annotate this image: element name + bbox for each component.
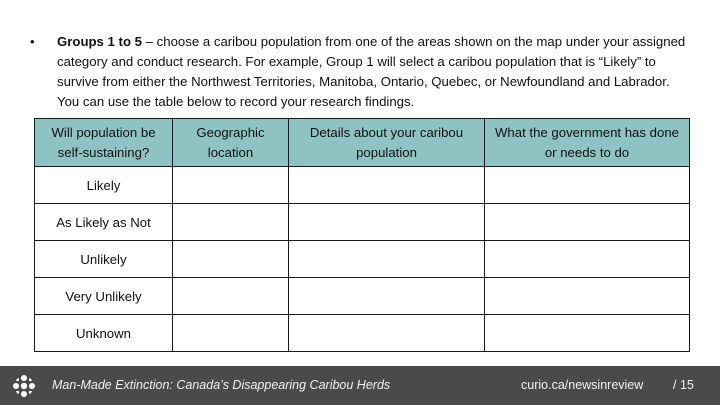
government-cell[interactable] <box>485 315 690 352</box>
bullet-dot: • <box>30 34 35 49</box>
page-number: / 15 <box>673 378 694 392</box>
location-cell[interactable] <box>173 241 289 278</box>
table-row <box>35 204 690 241</box>
row-label-likely: Likely <box>35 167 173 204</box>
instructions-body: – choose a caribou population from one of the areas shown on the map under your assigned category and conduct research. For example, Group 1 will select a caribou population that is “Likely” to survive from either the Northwest Territories, Manitoba, Ontario, Quebec, or Newfoundland and Labrador. You can use the table below to record your research findings. <box>57 34 686 109</box>
table-row <box>35 167 690 204</box>
details-cell[interactable] <box>289 315 485 352</box>
header-geographic-location: Geographic location <box>173 119 289 167</box>
government-cell[interactable] <box>485 204 690 241</box>
location-cell[interactable] <box>173 315 289 352</box>
row-label-unknown: Unknown <box>35 315 173 352</box>
research-table <box>34 118 690 352</box>
row-label-unlikely: Unlikely <box>35 241 173 278</box>
details-cell[interactable] <box>289 204 485 241</box>
row-label-very-unlikely: Very Unlikely <box>35 278 173 315</box>
footer-title: Man-Made Extinction: Canada’s Disappearing Caribou Herds <box>52 378 391 392</box>
table-row <box>35 241 690 278</box>
instructions-lead: Groups 1 to 5 <box>57 34 142 49</box>
table-header-row <box>35 119 690 167</box>
row-label-as-likely-as-not: As Likely as Not <box>35 204 173 241</box>
details-cell[interactable] <box>289 167 485 204</box>
government-cell[interactable] <box>485 241 690 278</box>
instructions-text <box>57 32 693 112</box>
footer-url[interactable]: curio.ca/newsinreview <box>521 378 644 392</box>
government-cell[interactable] <box>485 278 690 315</box>
details-cell[interactable] <box>289 241 485 278</box>
location-cell[interactable] <box>173 204 289 241</box>
government-cell[interactable] <box>485 167 690 204</box>
table-row <box>35 278 690 315</box>
table-row <box>35 315 690 352</box>
header-government: What the government has done or needs to do <box>485 119 690 167</box>
cbc-gem-logo-icon <box>12 374 36 398</box>
footer-bar <box>0 366 720 405</box>
location-cell[interactable] <box>173 167 289 204</box>
header-self-sustaining: Will population be self-sustaining? <box>35 119 173 167</box>
details-cell[interactable] <box>289 278 485 315</box>
header-details: Details about your caribou population <box>289 119 485 167</box>
location-cell[interactable] <box>173 278 289 315</box>
